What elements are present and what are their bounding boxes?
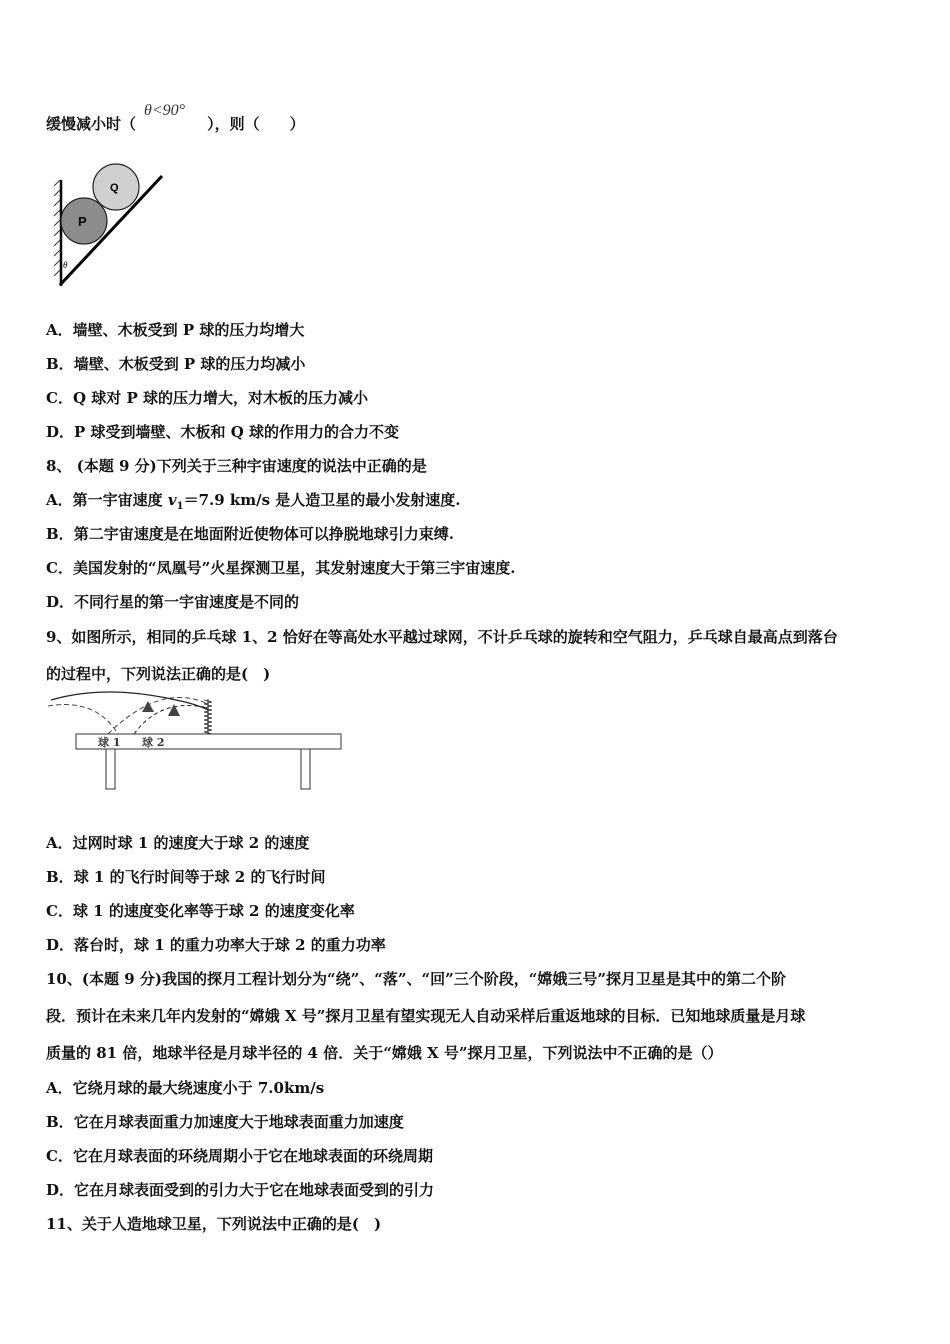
- q7-stem-prefix: 缓慢减小时（: [46, 115, 137, 133]
- q9-option-a: A．过网时球 1 的速度大于球 2 的速度: [46, 834, 310, 852]
- q7-figure: [50, 158, 170, 293]
- ball1-trajectory: [48, 705, 118, 734]
- q9-option-b: B．球 1 的飞行时间等于球 2 的飞行时间: [46, 868, 326, 886]
- ball2-trajectory: [108, 697, 208, 734]
- ball-p-label: P: [78, 214, 87, 229]
- q10-stem-line3: 质量的 81 倍，地球半径是月球半径的 4 倍．关于“嫦娥 X 号”探月卫星，下列说法中不正确的是（）: [46, 1044, 723, 1062]
- ball2-label: 球 2: [142, 736, 165, 749]
- q7-stem-suffix: ），则（ ）: [207, 115, 305, 133]
- ball1-arc: [51, 692, 208, 710]
- ball1-marker: [142, 701, 154, 712]
- q7-stem: [46, 102, 305, 135]
- q8-option-d: D．不同行星的第一宇宙速度是不同的: [46, 593, 300, 611]
- q8-stem: 8、 (本题 9 分)下列关于三种宇宙速度的说法中正确的是: [46, 457, 427, 475]
- q10-option-b: B．它在月球表面重力加速度大于地球表面重力加速度: [46, 1113, 404, 1131]
- q7-theta-expr: θ<90°: [144, 102, 186, 119]
- q9-figure: [46, 692, 346, 794]
- table-leg-right: [301, 749, 310, 789]
- q10-stem-line1: 10、(本题 9 分)我国的探月工程计划分为“绕”、“落”、“回”三个阶段，“嫦娥三号”探月卫星是其中的第二个阶: [46, 970, 786, 988]
- net-zigzag: [204, 700, 212, 734]
- q8-option-a: A．第一宇宙速度 $v_1=7.9$ km/s 是人造卫星的最小发射速度.: [46, 491, 461, 512]
- q10-stem-line2: 段．预计在未来几年内发射的“嫦娥 X 号”探月卫星有望实现无人自动采样后重返地球的目标．已知地球质量是月球: [46, 1007, 806, 1025]
- q11-stem: 11、关于人造地球卫星，下列说法中正确的是( ): [46, 1215, 382, 1233]
- ball2-marker: [168, 704, 180, 716]
- q9-stem-line2: 的过程中，下列说法正确的是( ): [46, 665, 271, 683]
- q10-option-c: C．它在月球表面的环绕周期小于它在地球表面的环绕周期: [46, 1147, 433, 1165]
- q10-option-a: A．它绕月球的最大绕速度小于 7.0km/s: [46, 1079, 325, 1097]
- q9-option-c: C．球 1 的速度变化率等于球 2 的速度变化率: [46, 902, 355, 920]
- q7-option-d: D．P 球受到墙壁、木板和 Q 球的作用力的合力不变: [46, 423, 400, 441]
- theta-label: θ: [63, 260, 68, 270]
- q8-option-b: B．第二宇宙速度是在地面附近使物体可以挣脱地球引力束缚.: [46, 525, 454, 543]
- q7-option-c: C．Q 球对 P 球的压力增大，对木板的压力减小: [46, 389, 368, 407]
- q7-option-a: A．墙壁、木板受到 P 球的压力均增大: [46, 321, 305, 339]
- ball1-label: 球 1: [98, 736, 121, 749]
- q8-option-c: C．美国发射的“凤凰号”火星探测卫星，其发射速度大于第三宇宙速度.: [46, 559, 516, 577]
- q9-option-d: D．落台时，球 1 的重力功率大于球 2 的重力功率: [46, 936, 386, 954]
- ball-q-label: Q: [110, 182, 119, 194]
- q10-option-d: D．它在月球表面受到的引力大于它在地球表面受到的引力: [46, 1181, 435, 1199]
- q7-option-b: B．墙壁、木板受到 P 球的压力均减小: [46, 355, 306, 373]
- q9-stem-line1: 9、如图所示，相同的乒乓球 1、2 恰好在等高处水平越过球网，不计乒乓球的旋转和空气阻力，乒乓球自最高点到落台: [46, 628, 838, 646]
- table-leg-left: [106, 749, 115, 789]
